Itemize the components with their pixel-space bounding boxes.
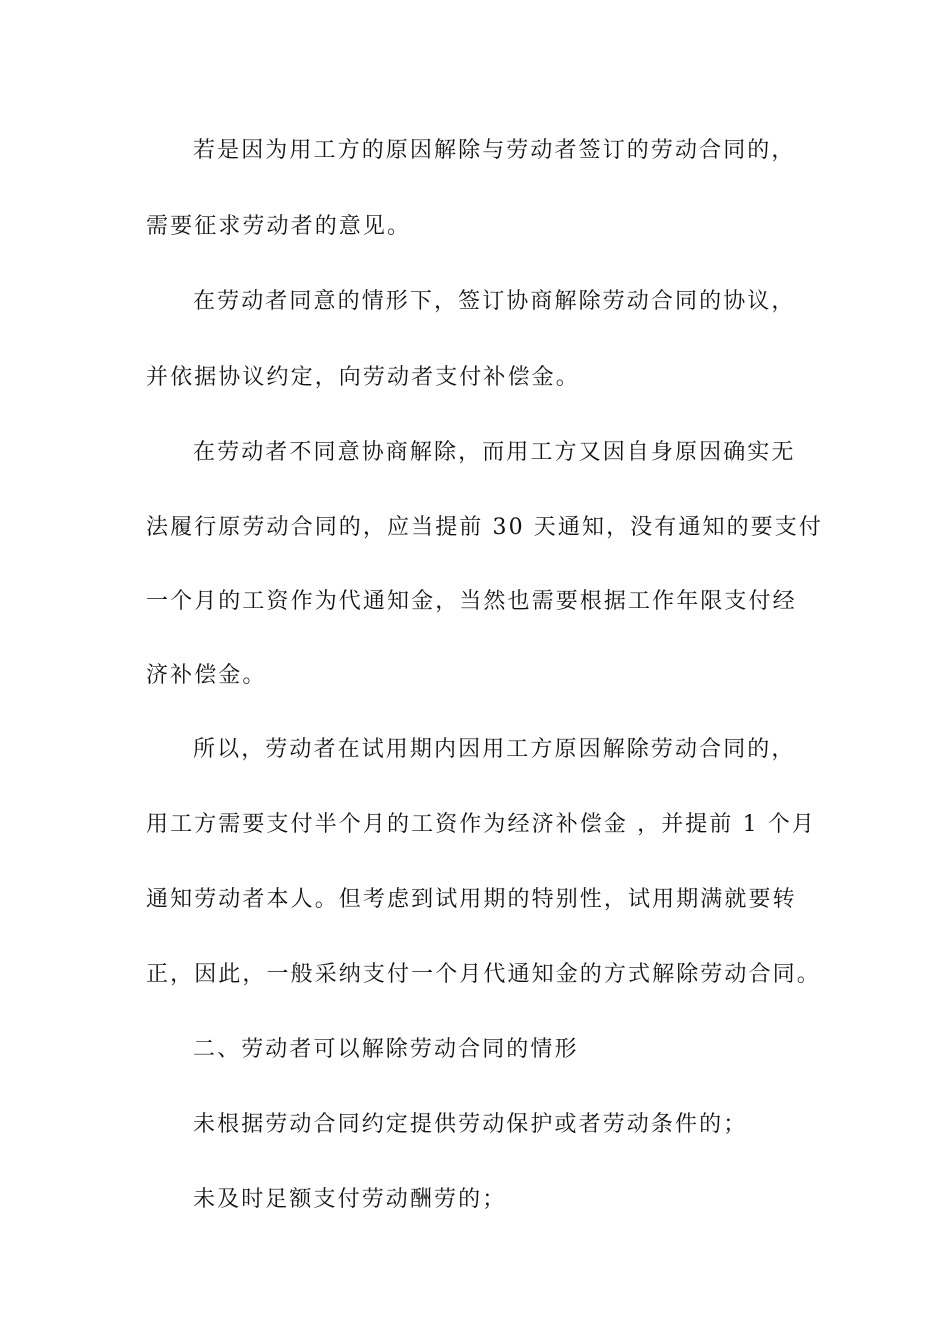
text-line: 需要征求劳动者的意见。 xyxy=(146,214,412,239)
text-line: 一个月的工资作为代通知金，当然也需要根据工作年限支付经 xyxy=(146,589,797,614)
text-line: 济补偿金。 xyxy=(146,663,267,688)
text-line: 未根据劳动合同约定提供劳动保护或者劳动条件的； xyxy=(193,1112,748,1137)
text-line: 所以，劳动者在试用期内因用工方原因解除劳动合同的， xyxy=(193,737,796,762)
text-line: 通知劳动者本人。但考虑到试用期的特别性，试用期满就要转 xyxy=(146,887,797,912)
text-line: 法履行原劳动合同的，应当提前 30 天通知，没有通知的要支付 xyxy=(146,515,823,540)
section-heading: 二、劳动者可以解除劳动合同的情形 xyxy=(193,1037,579,1062)
text-line: 在劳动者不同意协商解除，而用工方又因自身原因确实无 xyxy=(193,440,796,465)
text-line: 在劳动者同意的情形下，签订协商解除劳动合同的协议， xyxy=(193,289,796,314)
text-line: 正，因此，一般采纳支付一个月代通知金的方式解除劳动合同。 xyxy=(146,962,821,987)
text-line: 用工方需要支付半个月的工资作为经济补偿金 ，并提前 1 个月 xyxy=(146,812,816,837)
text-line: 并依据协议约定，向劳动者支付补偿金。 xyxy=(146,365,580,390)
text-line: 若是因为用工方的原因解除与劳动者签订的劳动合同的， xyxy=(193,138,796,163)
text-line: 未及时足额支付劳动酬劳的； xyxy=(193,1187,507,1212)
